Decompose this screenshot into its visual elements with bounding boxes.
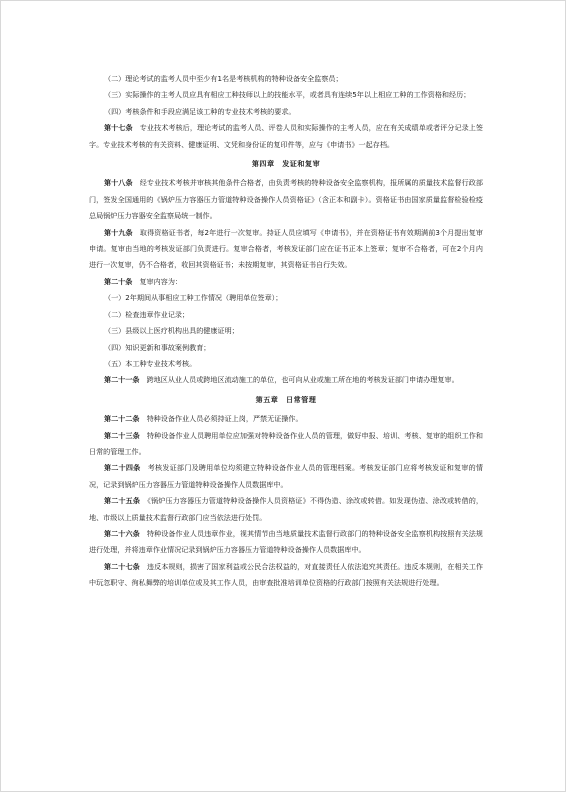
article-paragraph: [89, 120, 483, 153]
article-label: 第十九条: [104, 227, 133, 237]
article-paragraph: [89, 225, 483, 274]
article-label: 第二十二条: [104, 414, 140, 424]
article-text: 复审内容为：: [139, 276, 183, 286]
body-paragraph: （五）本工种专业技术考核。: [104, 358, 197, 368]
article-paragraph: [89, 372, 483, 388]
article-paragraph: [89, 493, 483, 526]
article-paragraph: [89, 460, 483, 493]
article-text: 专业技术考核后，理论考试的监考人员、评卷人员和实际操作的主考人员，应在有关成绩单或者评分记录上签字。专业技术考核的有关资料、健康证明、文凭和身份证的复印件等，应与《申请书》一起存档。: [89, 123, 484, 149]
article-label: 第二十条: [104, 276, 133, 286]
article-label: 第二十六条: [104, 528, 140, 538]
document-body: [89, 71, 483, 592]
chapter-heading: 第四章 发证和复审: [251, 159, 321, 169]
chapter-heading: 第五章 日常管理: [255, 394, 317, 404]
article-text: 特种设备作业人员必须持证上岗，严禁无证操作。: [146, 414, 303, 424]
article-label: 第十八条: [104, 178, 133, 188]
article-text: 违反本规则，损害了国家利益或公民合法权益的，对直接责任人依法追究其责任。违反本规则，在相关工作中玩忽职守、徇私舞弊的培训单位或及其工作人员，由审查批准培训单位资格的行政部门按照有关法规进行处理。: [89, 561, 484, 588]
article-label: 第二十三条: [104, 430, 140, 440]
article-label: 第二十四条: [104, 463, 141, 473]
body-paragraph: （二）理论考试的监考人员中至少有1名是考核机构的特种设备安全监察员；: [104, 74, 343, 83]
article-paragraph: [89, 526, 483, 559]
article-text: 特种设备作业人员聘用单位应加强对特种设备作业人员的管理，做好申报、培训、考核、复审的组织工作和日常的管理工作。: [89, 430, 484, 456]
article-text: 《锅炉压力容器压力管道特种设备操作人员资格证》不得伪造、涂改或转借。如发现伪造、涂改或转借的，地、市级以上质量技术监督行政部门应当依法进行处罚。: [89, 496, 484, 522]
body-paragraph: （四）考核条件和手段应满足该工种的专业技术考核的要求。: [104, 106, 296, 116]
article-label: 第十七条: [104, 123, 133, 133]
article-paragraph: [89, 274, 483, 290]
article-label: 第二十七条: [104, 561, 140, 571]
article-text: 经专业技术考核并审核其他条件合格者，由负责考核的特种设备安全监察机构，报所属的质量技术监督行政部门，签发全国通用的《锅炉压力容器压力管道特种设备操作人员资格证》（含正本和副卡）。资格证书由国家质量监督检验检疫总局锅炉压力容器安全监察局统一制作。: [89, 178, 484, 221]
article-paragraph: [89, 411, 483, 427]
article-text: 考核发证部门及聘用单位均须建立特种设备作业人员的管理档案。考核发证部门应将考核发证和复审的情况，记录到锅炉压力容器压力管道特种设备操作人员数据库中。: [89, 463, 484, 489]
article-label: 第二十一条: [104, 375, 140, 385]
body-paragraph: （三）实际操作的主考人员应具有相应工种技师以上的技能水平，或者具有连续5年以上相应工种的工作资格和经历；: [104, 90, 471, 100]
body-paragraph: （一）2年期间从事相应工种工作情况（聘用单位签章）；: [104, 293, 283, 303]
article-paragraph: [89, 559, 483, 592]
article-text: 取得资格证书者，每2年进行一次复审。持证人员应填写《申请书》，并在资格证书有效期满前3个月提出复审申请。复审由当地的考核发证部门负责进行。复审合格者，考核发证部门应在证书正本上签章；复审不合格者，可在2个月内进行一次复审，仍不合格者，收回其资格证书；未按期复审，其资格证书自行失效。: [89, 227, 484, 270]
article-paragraph: [89, 175, 483, 224]
article-label: 第二十五条: [104, 496, 141, 506]
article-text: 跨地区从业人员或跨地区流动施工的单位，也可向从业或施工所在地的考核发证部门申请办理复审。: [146, 375, 459, 385]
body-paragraph: （四）知识更新和事故案例教育；: [104, 342, 211, 352]
body-paragraph: （三）县级以上医疗机构出具的健康证明；: [104, 326, 239, 336]
article-text: 特种设备作业人员违章作业，视其情节由当地质量技术监督行政部门的特种设备安全监察机构按照有关法规进行处理，并将违章作业情况记录到锅炉压力容器压力管道特种设备操作人员数据库中。: [89, 528, 484, 555]
body-paragraph: （二）检查违章作业记录；: [104, 309, 190, 319]
article-paragraph: [89, 428, 483, 461]
